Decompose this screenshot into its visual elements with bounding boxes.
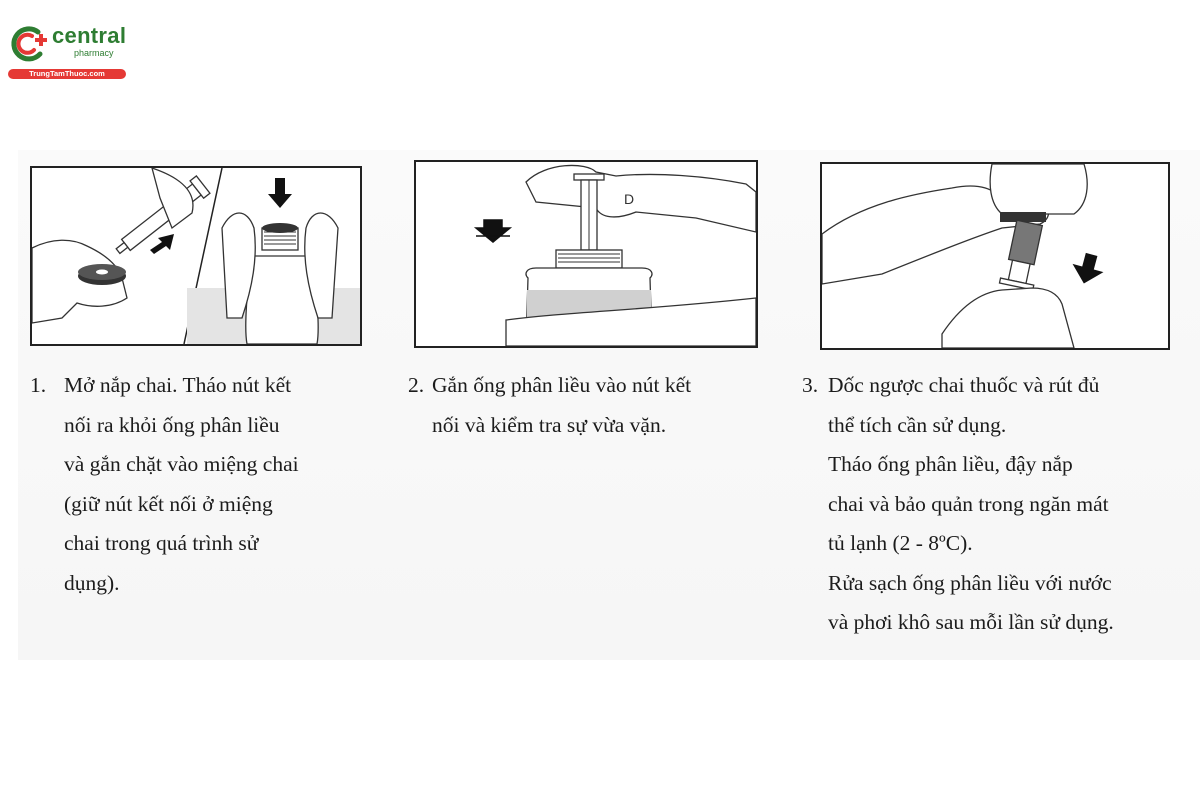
step-1-line: dụng). xyxy=(64,570,120,595)
central-pharmacy-logo xyxy=(8,22,138,82)
step-3-line: thể tích cần sử dụng. xyxy=(828,412,1007,437)
step-2-line: nối và kiểm tra sự vừa vặn. xyxy=(432,412,667,437)
step-3-number: 3. xyxy=(802,373,819,397)
illustration-step-3 xyxy=(820,162,1170,350)
step-3-line: Dốc ngược chai thuốc và rút đủ xyxy=(828,373,1100,397)
logo-name: central xyxy=(52,23,127,48)
step-1-line: (giữ nút kết nối ở miệng xyxy=(64,491,273,516)
open-bottle-attach-adapter-illustration xyxy=(32,168,360,344)
invert-bottle-draw-dose-illustration xyxy=(822,164,1168,348)
step-3-line: tủ lạnh (2 - 8ºC). xyxy=(828,531,973,555)
attach-syringe-illustration xyxy=(416,162,756,346)
logo-site-url: TrungTamThuoc.com xyxy=(8,69,126,79)
step-1-text xyxy=(64,366,360,603)
illustration-step-2 xyxy=(414,160,758,348)
logo-mark-icon xyxy=(8,22,52,66)
step-2-text xyxy=(432,366,768,445)
step-1 xyxy=(30,366,360,603)
step-1-line: chai trong quá trình sử xyxy=(64,531,259,555)
step-3 xyxy=(802,366,1187,643)
logo-subtitle: pharmacy xyxy=(74,48,114,58)
step-3-line: chai và bảo quản trong ngăn mát xyxy=(828,491,1109,516)
step-2-number: 2. xyxy=(408,373,425,397)
step-1-line: Mở nắp chai. Tháo nút kết xyxy=(64,373,292,397)
step-1-line: nối ra khỏi ống phân liều xyxy=(64,412,280,437)
step-3-line: và phơi khô sau mỗi lần sử dụng. xyxy=(828,610,1114,634)
step-2-line: Gắn ống phân liều vào nút kết xyxy=(432,373,692,397)
illustration-step-1 xyxy=(30,166,362,346)
panel2-label: D xyxy=(624,191,635,207)
step-3-line: Rửa sạch ống phân liều với nước xyxy=(828,570,1112,595)
step-2 xyxy=(408,366,768,445)
step-3-line: Tháo ống phân liều, đậy nắp xyxy=(828,452,1073,476)
step-1-number: 1. xyxy=(30,373,47,397)
step-3-text xyxy=(828,366,1187,643)
step-1-line: và gắn chặt vào miệng chai xyxy=(64,452,299,476)
